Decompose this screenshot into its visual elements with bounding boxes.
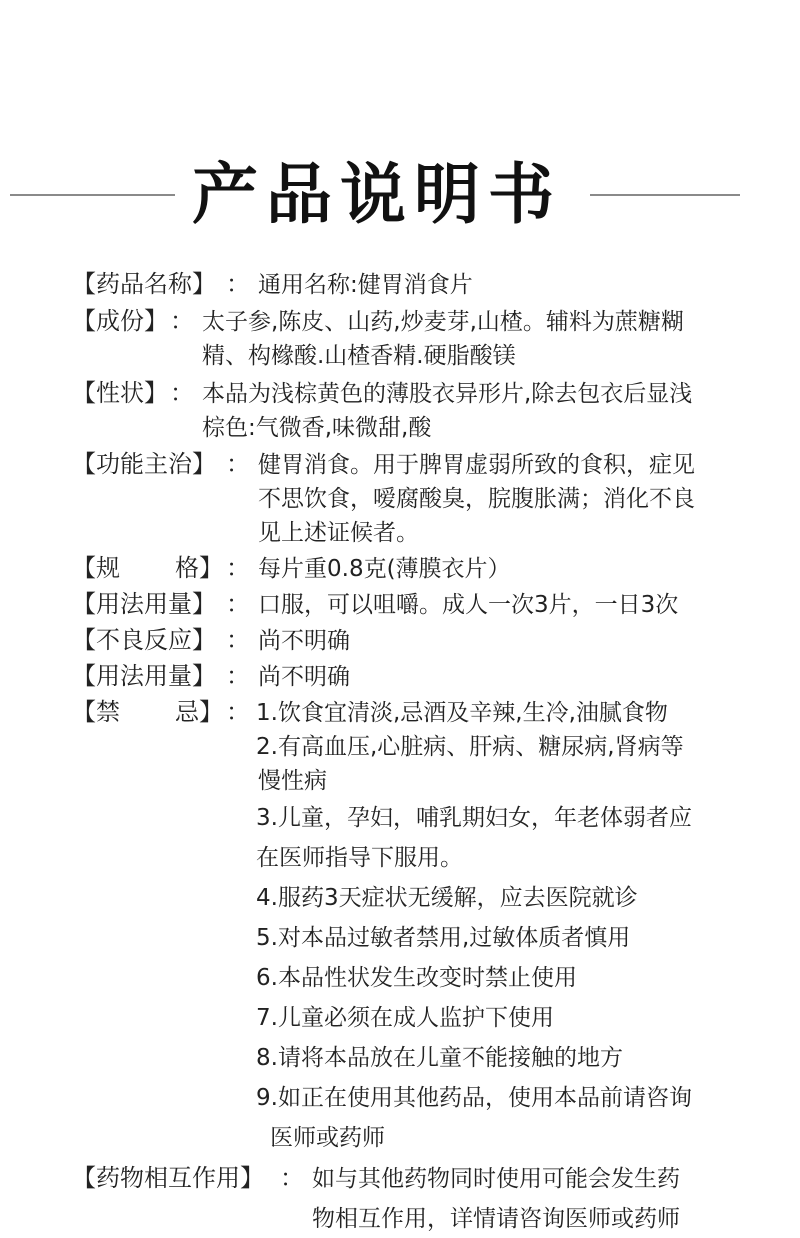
label-usage: 【用法用量】 <box>72 590 216 618</box>
colon: ： <box>170 307 194 335</box>
value-line: 不思饮食，嗳腐酸臭，脘腹胀满；消化不良 <box>258 486 695 512</box>
colon: ： <box>226 662 250 690</box>
value-line: 棕色:气微香,味微甜,酸 <box>202 415 432 441</box>
value-line: 本品为浅棕黄色的薄股衣异形片,除去包衣后显浅 <box>202 381 693 407</box>
value-line: 口服，可以咀嚼。成人一次3片，一日3次 <box>258 592 679 618</box>
value-line: 健胃消食。用于脾胃虚弱所致的食积，症见 <box>258 452 695 478</box>
label-ingredients: 【成份】 <box>72 307 168 335</box>
title-divider-right <box>590 194 740 196</box>
value-line: 每片重0.8克(薄膜衣片） <box>258 556 511 582</box>
value-line: 精、构橼酸.山楂香精.硬脂酸镁 <box>202 343 516 369</box>
value-line: 物相互作用，详情请咨询医师或药师 <box>312 1206 680 1232</box>
label-usage-2: 【用法用量】 <box>72 662 216 690</box>
label-contraindications-left: 【禁 <box>72 698 120 726</box>
label-properties: 【性状】 <box>72 379 168 407</box>
value-line: 太子参,陈皮、山药,炒麦芽,山楂。辅料为蔗糖糊 <box>202 309 684 335</box>
label-drug-name: 【药品名称】 <box>72 270 216 298</box>
colon: ： <box>226 450 250 478</box>
value-line: 通用名称:健胃消食片 <box>258 272 473 298</box>
colon: ： <box>226 554 250 582</box>
value-line: 8.请将本品放在儿童不能接触的地方 <box>256 1045 623 1071</box>
title-divider-left <box>10 194 175 196</box>
value-line: 6.本品性状发生改变时禁止使用 <box>256 965 577 991</box>
value-line: 9.如正在使用其他药品，使用本品前请咨询 <box>256 1085 692 1111</box>
page-title: 产品说明书 <box>192 156 562 233</box>
label-drug-interactions: 【药物相互作用】 <box>72 1164 264 1192</box>
label-spec-right: 格】 <box>175 554 223 582</box>
value-line: 4.服药3天症状无缓解，应去医院就诊 <box>256 885 638 911</box>
label-adverse-reactions: 【不良反应】 <box>72 626 216 654</box>
colon: ： <box>226 698 250 726</box>
label-contraindications-right: 忌】 <box>175 698 223 726</box>
value-line: 在医师指导下服用。 <box>256 845 463 871</box>
title-row <box>0 150 800 240</box>
colon: ： <box>226 626 250 654</box>
colon: ： <box>170 379 194 407</box>
colon: ： <box>226 270 250 298</box>
value-line: 如与其他药物同时使用可能会发生药 <box>312 1166 680 1192</box>
value-line: 3.儿童，孕妇，哺乳期妇女，年老体弱者应 <box>256 805 692 831</box>
value-line: 见上述证候者。 <box>258 520 419 546</box>
value-line: 尚不明确 <box>258 664 350 690</box>
value-line: 医师或药师 <box>270 1125 385 1151</box>
colon: ： <box>226 590 250 618</box>
label-spec-left: 【规 <box>72 554 120 582</box>
value-line: 2.有高血压,心脏病、肝病、糖尿病,肾病等 <box>256 734 684 760</box>
value-line: 1.饮食宜清淡,忌酒及辛辣,生冷,油腻食物 <box>256 700 668 726</box>
value-line: 尚不明确 <box>258 628 350 654</box>
value-line: 7.儿童必须在成人监护下使用 <box>256 1005 554 1031</box>
value-line: 慢性病 <box>258 768 327 794</box>
colon: ： <box>280 1164 304 1192</box>
value-line: 5.对本品过敏者禁用,过敏体质者慎用 <box>256 925 631 951</box>
label-indications: 【功能主治】 <box>72 450 216 478</box>
